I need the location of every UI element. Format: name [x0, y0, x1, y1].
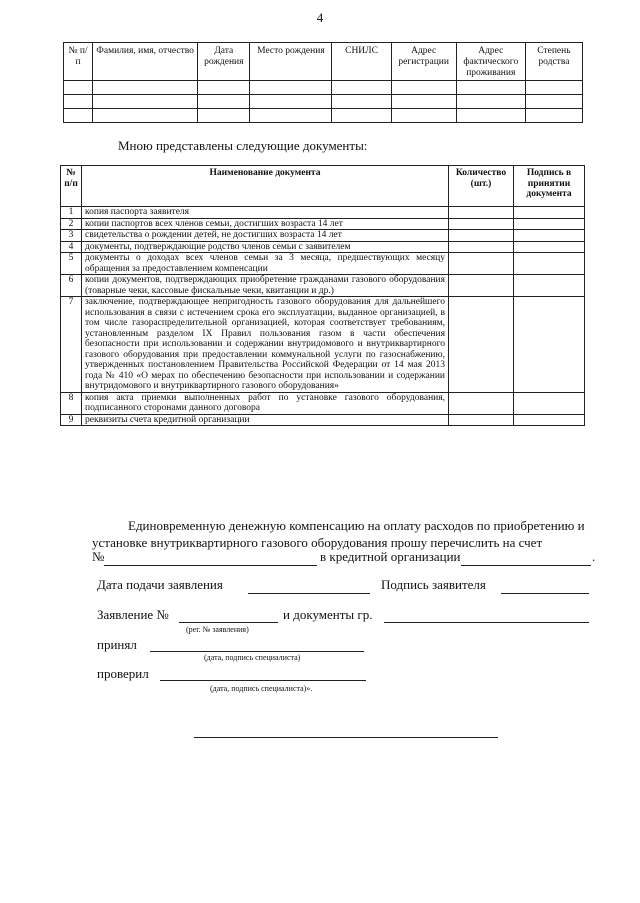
checked-field[interactable] — [160, 680, 366, 681]
citizen-name-field[interactable] — [384, 622, 589, 623]
document-quantity-cell[interactable] — [449, 241, 514, 253]
statement-number-field[interactable] — [179, 622, 278, 623]
checked-label: проверил — [97, 666, 149, 681]
document-name: заключение, подтверждающее непригодность газового оборудования для дальнейшего использования в связи с истечением срока его эксплуатации, выданное организацией, в том числе газораспределительной организацией, которая соответствует требованиям, установленным разделом IX Правил пользования газом в части обеспечения безопасности при использовании и содержании внутридомового и внутриквартирного газового оборудования при предоставлении коммунальной услуги по газоснабжению, утвержденных постановлением Правительства Российской Федерации от 14 мая 2013 года № 410 «О мерах по обеспечению безопасности при использовании и содержании внутридомового и внутриквартирного газового оборудования» — [82, 297, 449, 393]
document-quantity-cell[interactable] — [449, 297, 514, 393]
statement-number-label: Заявление № — [97, 607, 169, 622]
family-members-table — [63, 42, 583, 123]
document-number: 5 — [61, 253, 82, 275]
header-number: № п/п — [64, 43, 93, 81]
table-row — [64, 81, 583, 95]
document-number: 8 — [61, 392, 82, 414]
header-relationship: Степень родства — [525, 43, 582, 81]
documents-table — [60, 165, 585, 426]
document-signature-cell[interactable] — [514, 297, 585, 393]
document-number: 6 — [61, 275, 82, 297]
document-name: свидетельства о рождении детей, не достигших возраста 14 лет — [82, 230, 449, 242]
table-row — [61, 218, 585, 230]
account-number-field[interactable] — [104, 565, 317, 566]
header-registration-address: Адрес регистрации — [391, 43, 456, 81]
document-name: копии документов, подтверждающих приобретение гражданами газового оборудования (товарные чеки, кассовые фискальные чеки, квитанции и др.) — [82, 275, 449, 297]
accepted-field[interactable] — [150, 651, 364, 652]
statement-number-caption: (рег. № заявления) — [186, 625, 249, 634]
compensation-line-1: Единовременную денежную компенсацию на оплату расходов по приобретению и — [128, 518, 585, 533]
header-snils: СНИЛС — [332, 43, 391, 81]
document-number: 3 — [61, 230, 82, 242]
document-signature-cell[interactable] — [514, 207, 585, 219]
page-number: 4 — [316, 10, 324, 25]
table-row — [61, 414, 585, 426]
header-birth-place: Место рождения — [250, 43, 332, 81]
document-number: 1 — [61, 207, 82, 219]
document-quantity-cell[interactable] — [449, 218, 514, 230]
sentence-end: . — [592, 549, 596, 564]
table-row — [61, 241, 585, 253]
document-quantity-cell[interactable] — [449, 392, 514, 414]
table-row — [61, 392, 585, 414]
header-birth-date: Дата рождения — [198, 43, 250, 81]
table-row — [64, 109, 583, 123]
table-header-row — [64, 43, 583, 81]
table-row — [61, 253, 585, 275]
table-row — [61, 297, 585, 393]
documents-of-label: и документы гр. — [283, 607, 373, 622]
document-name: документы о доходах всех членов семьи за 3 месяца, предшествующих месяцу обращения за предоставлением компенсации — [82, 253, 449, 275]
document-name: копия акта приемки выполненных работ по установке газового оборудования, подписанного сторонами данного договора — [82, 392, 449, 414]
document-quantity-cell[interactable] — [449, 207, 514, 219]
accepted-label: принял — [97, 637, 137, 652]
closing-rule — [194, 737, 498, 738]
document-quantity-cell[interactable] — [449, 275, 514, 297]
header-document-name: Наименование документа — [82, 166, 449, 207]
checked-caption: (дата, подпись специалиста)». — [210, 684, 313, 693]
document-signature-cell[interactable] — [514, 230, 585, 242]
document-quantity-cell[interactable] — [449, 414, 514, 426]
document-name: копия паспорта заявителя — [82, 207, 449, 219]
header-number: № п/п — [61, 166, 82, 207]
table-row — [61, 230, 585, 242]
account-number-label: № — [92, 549, 105, 564]
accepted-caption: (дата, подпись специалиста) — [204, 653, 301, 662]
header-signature: Подпись в принятии документа — [514, 166, 585, 207]
submission-date-field[interactable] — [248, 593, 370, 594]
bank-label: в кредитной организации — [320, 549, 461, 564]
document-signature-cell[interactable] — [514, 392, 585, 414]
document-number: 2 — [61, 218, 82, 230]
document-name: реквизиты счета кредитной организации — [82, 414, 449, 426]
submission-date-label: Дата подачи заявления — [97, 577, 223, 592]
document-signature-cell[interactable] — [514, 253, 585, 275]
document-number: 4 — [61, 241, 82, 253]
header-full-name: Фамилия, имя, отчество — [93, 43, 198, 81]
document-signature-cell[interactable] — [514, 218, 585, 230]
applicant-signature-label: Подпись заявителя — [381, 577, 486, 592]
applicant-signature-field[interactable] — [501, 593, 589, 594]
documents-intro: Мною представлены следующие документы: — [118, 138, 368, 153]
table-row — [64, 95, 583, 109]
document-quantity-cell[interactable] — [449, 253, 514, 275]
bank-name-field[interactable] — [461, 565, 591, 566]
document-signature-cell[interactable] — [514, 414, 585, 426]
document-number: 9 — [61, 414, 82, 426]
document-number: 7 — [61, 297, 82, 393]
document-quantity-cell[interactable] — [449, 230, 514, 242]
table-row — [61, 275, 585, 297]
table-header-row — [61, 166, 585, 207]
document-signature-cell[interactable] — [514, 275, 585, 297]
header-actual-address: Адрес фактического проживания — [456, 43, 525, 81]
document-name: документы, подтверждающие родство членов семьи с заявителем — [82, 241, 449, 253]
table-row — [61, 207, 585, 219]
document-name: копии паспортов всех членов семьи, достигших возраста 14 лет — [82, 218, 449, 230]
document-signature-cell[interactable] — [514, 241, 585, 253]
compensation-line-2: установке внутриквартирного газового оборудования прошу перечислить на счет — [92, 535, 543, 550]
header-quantity: Количество (шт.) — [449, 166, 514, 207]
